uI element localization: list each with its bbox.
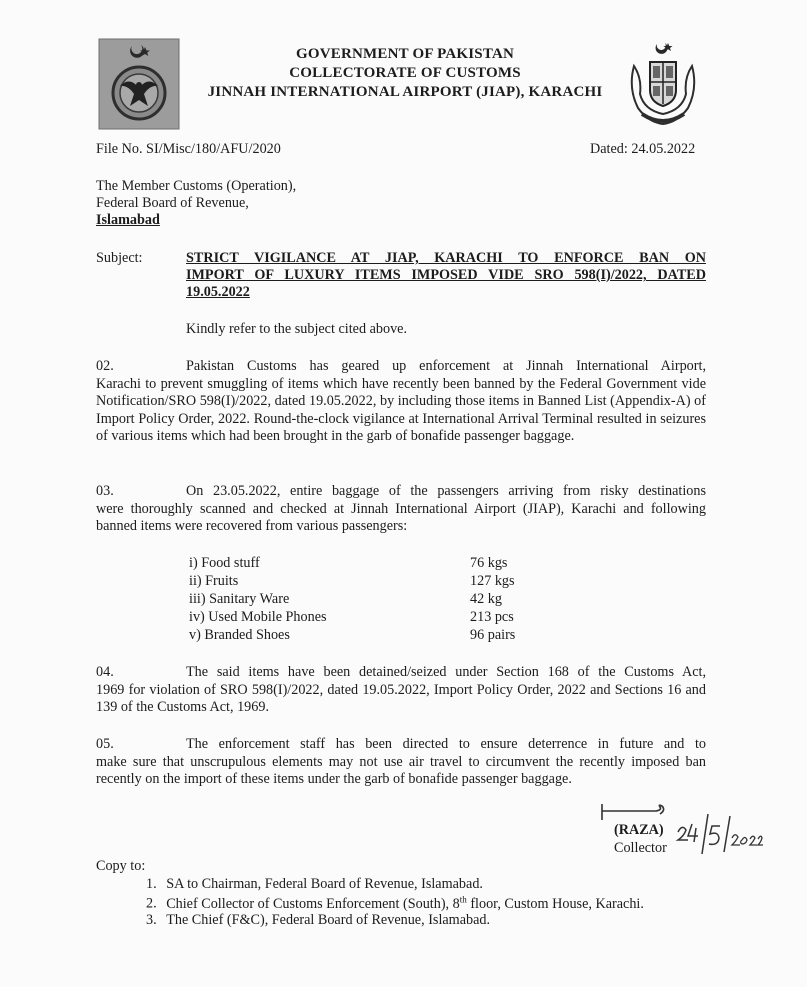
item-label: ii) Fruits: [189, 573, 239, 589]
item-quantity: 127 kgs: [470, 573, 515, 589]
paragraph-02-first-line: Pakistan Customs has geared up enforcement at Jinnah International Airport,: [186, 358, 706, 374]
item-label: iii) Sanitary Ware: [189, 591, 290, 607]
paragraph-03-first-line: On 23.05.2022, entire baggage of the passengers arriving from risky destinations: [186, 483, 706, 499]
copy-item-text-part: Chief Collector of Customs Enforcement (South), 8: [166, 895, 460, 912]
item-label: iv) Used Mobile Phones: [189, 609, 327, 625]
paragraph-04-number: 04.: [96, 664, 114, 680]
paragraph-05-number: 05.: [96, 736, 114, 752]
paragraph-05-first-line: The enforcement staff has been directed to ensure deterrence in future and to: [186, 736, 706, 752]
paragraph-05-body: make sure that unscrupulous elements may not use air travel to circumvent the recently imposed ban recently on the import of these items under the garb of bonafide passenger baggage.: [96, 753, 706, 787]
header-government: GOVERNMENT OF PAKISTAN: [295, 46, 515, 62]
paragraph-02-body: Karachi to prevent smuggling of items which have recently been banned by the Federal Government vide Notification/SRO 598(I)/2022, dated 19.05.2022, by including those items in Banned List (Appendix-A) of Import Policy Order, 2022. Round-the-clock vigilance at International Arrival Terminal resulted in seizures of various items which had been brought in the garb of bonafide passenger baggage.: [96, 375, 706, 444]
header-collectorate: COLLECTORATE OF CUSTOMS: [289, 65, 521, 81]
letter-date: Dated: 24.05.2022: [590, 141, 696, 157]
paragraph-03-body: were thoroughly scanned and checked at Jinnah International Airport (JIAP), Karachi and following banned items were recovered from various passengers:: [96, 500, 706, 534]
copy-item-1: [146, 876, 483, 893]
copy-item-2: [146, 894, 644, 913]
copy-item-text-part: floor, Custom House, Karachi.: [466, 895, 644, 912]
item-quantity: 213 pcs: [470, 609, 514, 625]
subject-line-2: IMPORT OF LUXURY ITEMS IMPOSED VIDE SRO 598(I)/2022, DATED: [186, 267, 706, 283]
addressee-line-2: Federal Board of Revenue,: [96, 195, 249, 211]
state-emblem-logo: [624, 38, 702, 130]
paragraph-04: [96, 664, 706, 717]
copy-item-number: 3.: [146, 912, 157, 928]
intro-text: Kindly refer to the subject cited above.: [186, 321, 408, 337]
addressee-line-1: The Member Customs (Operation),: [96, 178, 297, 194]
paragraph-02-number: 02.: [96, 358, 114, 374]
item-quantity: 76 kgs: [470, 555, 508, 571]
paragraph-03-number: 03.: [96, 483, 114, 499]
customs-emblem-logo: [98, 38, 180, 130]
copy-item-3: [146, 912, 490, 929]
item-quantity: 96 pairs: [470, 627, 516, 643]
addressee-line-3: Islamabad: [96, 212, 160, 228]
copy-item-text: The Chief (F&C), Federal Board of Revenue, Islamabad.: [166, 912, 491, 928]
paragraph-04-body: 1969 for violation of SRO 598(I)/2022, dated 19.05.2022, Import Policy Order, 2022 and Sections 16 and 139 of the Customs Act, 1969.: [96, 681, 706, 715]
file-number: File No. SI/Misc/180/AFU/2020: [96, 141, 281, 157]
copy-item-number: 1.: [146, 876, 157, 892]
copy-item-text: SA to Chairman, Federal Board of Revenue, Islamabad.: [166, 876, 483, 892]
handwritten-date-signature: [674, 808, 764, 858]
header-airport: JINNAH INTERNATIONAL AIRPORT (JIAP), KARACHI: [207, 84, 603, 100]
paragraph-05: [96, 736, 706, 789]
paragraph-03: [96, 483, 706, 536]
paragraph-04-first-line: The said items have been detained/seized under Section 168 of the Customs Act,: [186, 664, 706, 680]
copy-item-number: 2.: [146, 895, 157, 912]
copy-to-label: Copy to:: [96, 858, 146, 874]
copy-item-superscript: th: [459, 894, 467, 904]
copy-item-text: [166, 896, 644, 912]
paragraph-02: [96, 358, 706, 446]
item-quantity: 42 kg: [470, 591, 502, 607]
signatory-title: Collector: [614, 840, 667, 856]
subject-label: Subject:: [96, 250, 143, 266]
item-label: v) Branded Shoes: [189, 627, 290, 643]
item-label: i) Food stuff: [189, 555, 260, 571]
subject-line-3: 19.05.2022: [186, 284, 250, 300]
subject-line-1: STRICT VIGILANCE AT JIAP, KARACHI TO ENFORCE BAN ON: [186, 250, 706, 266]
signatory-name: (RAZA): [614, 822, 664, 838]
